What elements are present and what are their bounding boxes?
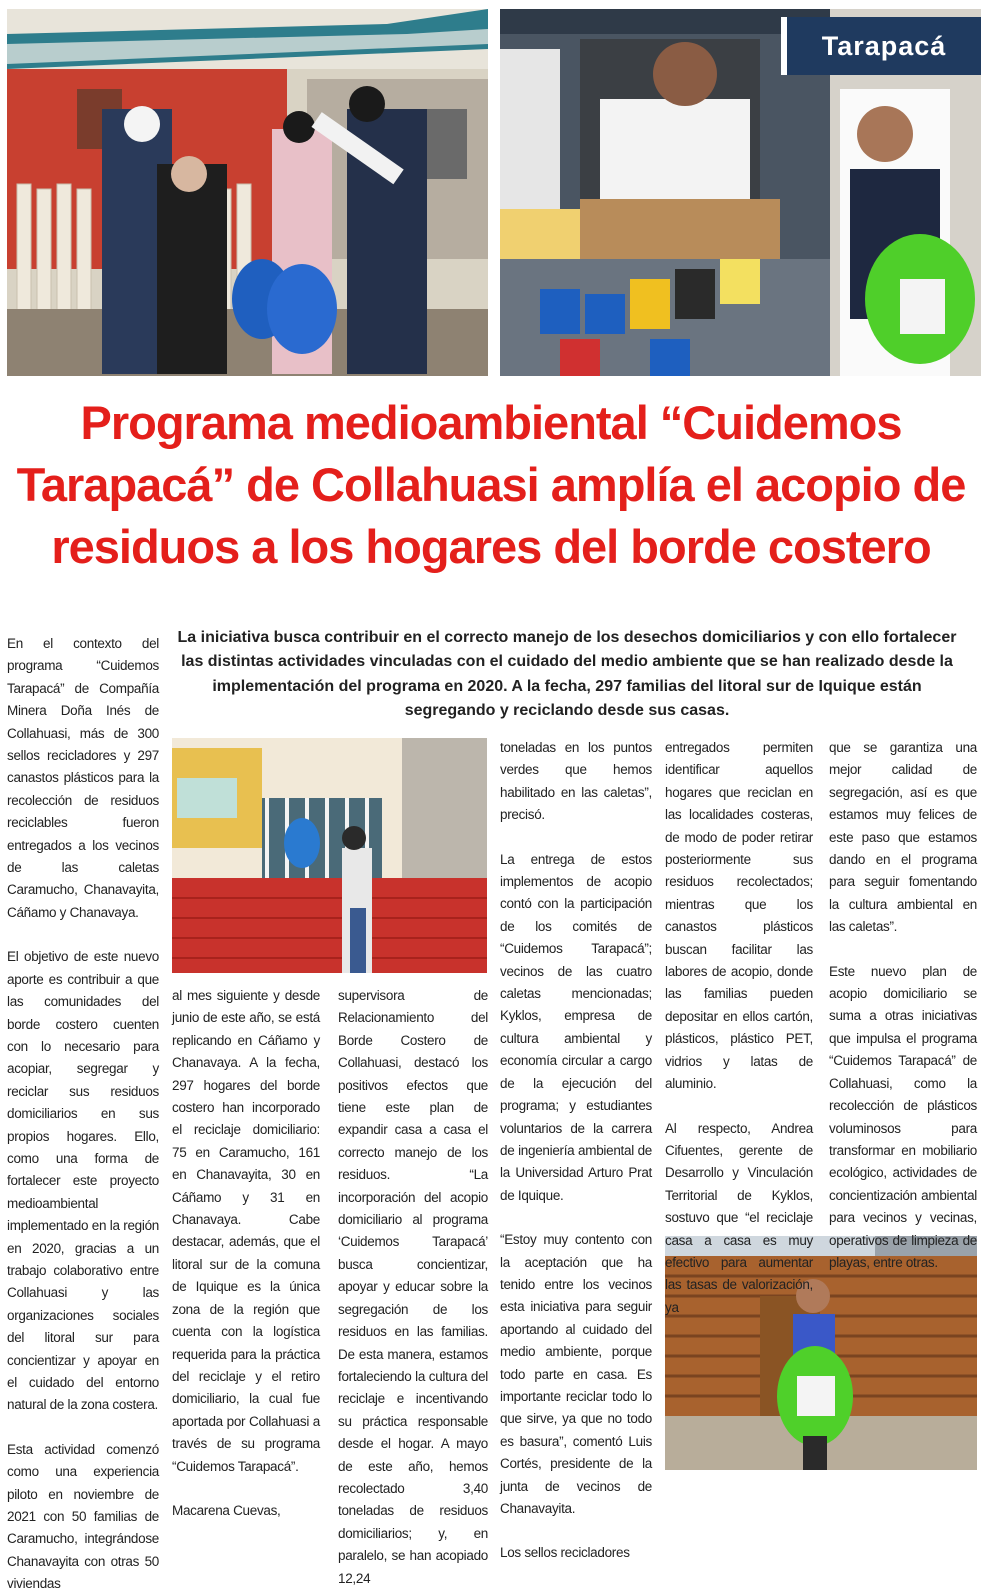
paragraph: La entrega de estos implementos de acopio contó con la participación de los comités de “Cuidemos Tarapacá”; vecinos de las cuatro caletas mencionadas; Kyklos, empresa de cultura ambiental y economía circular a cargo de la ejecución del programa; y estudiantes voluntarios de la carrera de ingeniería ambiental de la Universidad Arturo Prat de Iquique. — [500, 851, 652, 1203]
paragraph: El objetivo de este nuevo aporte es contribuir a que las comunidades del borde costero cuenten con lo necesario para acopiar, segregar y reciclar sus residuos domiciliarios en sus propios hogares. Ello, como una forma de fortalecer este proyecto medioambiental implementado en la región en 2020, gracias a un trabajo colaborativo entre Collahuasi y las organizaciones sociales del litoral sur para concientizar y apoyar en el cuidado del entorno natural de la zona costera. — [7, 949, 159, 1413]
column-2 — [172, 985, 320, 1522]
paragraph: Este nuevo plan de acopio domiciliario se suma a otras iniciativas que impulsa el programa “Cuidemos Tarapacá” de Collahuasi, como la recolección de plásticos voluminosos para transformar en mobiliario ecológico, actividades de concientización ambiental para vecinos y vecinas, operativos de limpieza de playas, entre otras. — [829, 963, 977, 1270]
photo-volunteers-delivering-baskets — [7, 9, 488, 376]
column-5 — [665, 737, 813, 1319]
paragraph: Esta actividad comenzó como una experiencia piloto en noviembre de 2021 con 50 familias de Caramucho, integrándose Chanavayita con otras 50 viviendas — [7, 1441, 159, 1592]
paragraph: entregados permiten identificar aquellos hogares que reciclan en las localidades costeras, de modo de poder retirar posteriormente sus residuos recolectados; mientras que los canastos plásticos buscan facilitar las labores de acopio, donde las familias pueden depositar en ellos cartón, plásticos, plástico PET, vidrios y latas de aluminio. — [665, 740, 813, 1092]
paragraph: En el contexto del programa “Cuidemos Tarapacá” de Compañía Minera Doña Inés de Collahuasi, más de 300 sellos recicladores y 297 canastos plásticos para la recolección de residuos reciclables fueron entregados a los vecinos de las caletas Caramucho, Chanavayita, Cáñamo y Chanavaya. — [7, 636, 159, 920]
section-tag: Tarapacá — [781, 17, 981, 75]
photo-shop-window-neighbors — [500, 9, 981, 376]
headline: Programa medioambiental “Cuidemos Tarapacá” de Collahuasi amplía el acopio de residuos a los hogares del borde costero — [16, 396, 966, 573]
column-4 — [500, 737, 652, 1565]
photo-store-window-delivery — [172, 738, 487, 973]
paragraph: Los sellos recicladores — [500, 1545, 630, 1561]
column-1 — [7, 633, 159, 1596]
paragraph: “Estoy muy contento con la aceptación que ha tenido entre los vecinos esta iniciativa para seguir aportando al cuidado del medio ambiente, porque todo parte en casa. Es importante reciclar todo lo que sirve, ya que no todo es basura”, comentó Luis Cortés, presidente de la junta de vecinos de Chanavayita. — [500, 1232, 652, 1516]
paragraph: supervisora de Relacionamiento del Borde Costero de Collahuasi, destacó los positivos efectos que tiene este plan de expandir casa a casa el correcto manejo de los residuos. “La incorporación del acopio domiciliario al programa ‘Cuidemos Tarapacá’ busca concientizar, apoyar y educar sobre la segregación de los residuos en las familias. De esta manera, estamos fortaleciendo la cultura del reciclaje e incentivando su práctica responsable desde el hogar. A mayo de este año, hemos recolectado 3,40 toneladas de residuos domiciliarios; y, en paralelo, se han acopiado 12,24 — [338, 988, 488, 1586]
paragraph: Al respecto, Andrea Cifuentes, gerente de Desarrollo y Vinculación Territorial de Kyklos, sostuvo que “el reciclaje casa a casa es muy efectivo para aumentar las tasas de valorización, ya — [665, 1120, 813, 1315]
lead-paragraph: La iniciativa busca contribuir en el correcto manejo de los desechos domiciliarios y con ello fortalecer las distintas actividades vinculadas con el cuidado del medio ambiente que se han realizado desde la implementación del programa en 2020. A la fecha, 297 familias del litoral sur de Iquique están segregando y reciclando desde sus casas. — [177, 629, 957, 719]
paragraph: al mes siguiente y desde junio de este año, se está replicando en Cáñamo y Chanavaya. A la fecha, 297 hogares del borde costero han incorporado el reciclaje domiciliario: 75 en Caramucho, 161 en Chanavayita, 30 en Cáñamo y 31 en Chanavaya. Cabe destacar, además, que el litoral sur de la comuna de Iquique es la única zona de la región que cuenta con la logística requerida para la práctica del reciclaje y el retiro domiciliario, la cual fue aportada por Collahuasi a través de su programa “Cuidemos Tarapacá”. — [172, 988, 320, 1474]
paragraph: Macarena Cuevas, — [172, 1502, 281, 1518]
column-6 — [829, 737, 977, 1274]
column-3 — [338, 985, 488, 1590]
paragraph: que se garantiza una mejor calidad de segregación, así es que estamos muy felices de este paso que estamos dando en el programa para seguir fomentando la cultura ambiental en las caletas”. — [829, 740, 977, 935]
paragraph: toneladas en los puntos verdes que hemos habilitado en las caletas”, precisó. — [500, 740, 652, 823]
